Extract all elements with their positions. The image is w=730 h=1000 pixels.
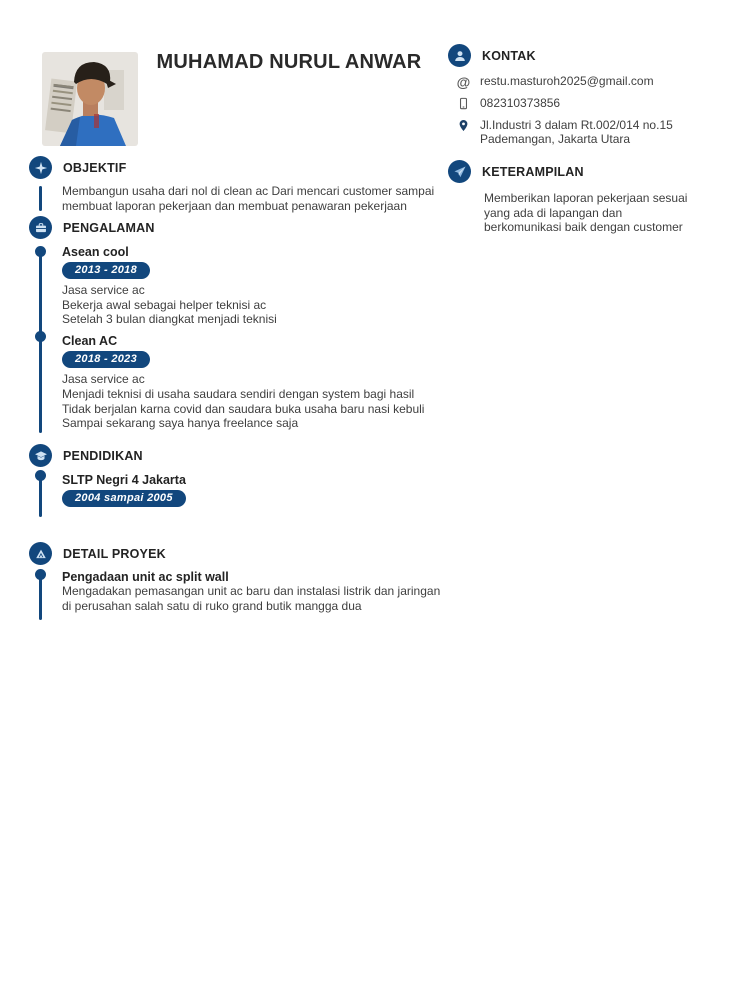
contact-email: restu.masturoh2025@gmail.com [480, 74, 654, 88]
contact-section [448, 44, 716, 147]
contact-phone-row [448, 96, 716, 111]
graduation-cap-icon [29, 444, 52, 467]
user-icon [448, 44, 471, 67]
timeline-dot [35, 470, 46, 481]
profile-photo-image [42, 52, 138, 146]
skills-heading: KETERAMPILAN [482, 164, 584, 179]
contact-email-row [448, 74, 716, 89]
education-section [29, 444, 441, 507]
experience-heading: PENGALAMAN [63, 220, 155, 235]
triangle-icon [29, 542, 52, 565]
projects-section [29, 542, 449, 613]
experience-item-description [62, 372, 441, 431]
experience-item-title: Asean cool [62, 245, 129, 259]
education-heading: PENDIDIKAN [63, 448, 143, 463]
compass-star-icon [29, 156, 52, 179]
mobile-phone-icon [456, 97, 471, 110]
experience-line: Menjadi teknisi di usaha saudara sendiri dengan system bagi hasil [62, 386, 415, 401]
skills-header [448, 160, 716, 183]
profile-photo [42, 52, 138, 146]
skills-section [448, 160, 716, 235]
timeline-dot [35, 246, 46, 257]
contact-header [448, 44, 716, 67]
timeline-dot [35, 569, 46, 580]
project-item-description [62, 584, 449, 613]
project-item [62, 570, 449, 613]
education-item-title: SLTP Negri 4 Jakarta [62, 473, 186, 487]
page-title: MUHAMAD NURUL ANWAR [156, 51, 422, 73]
projects-heading: DETAIL PROYEK [63, 546, 166, 561]
education-item [62, 473, 441, 507]
project-line: di perusahan salah satu di ruko grand butik mangga dua [62, 598, 362, 613]
experience-item [62, 245, 441, 327]
experience-period-badge: 2018 - 2023 [62, 351, 150, 368]
skills-text: Memberikan laporan pekerjaan sesuai yang ada di lapangan dan berkomunikasi baik dengan customer [484, 191, 688, 235]
experience-item [62, 334, 441, 431]
objective-text: Membangun usaha dari nol di clean ac Dari mencari customer sampai membuat laporan pekerjaan dan membuat penawaran pekerjaan [62, 184, 435, 213]
experience-period-badge: 2013 - 2018 [62, 262, 150, 279]
briefcase-icon [29, 216, 52, 239]
timeline-dot [35, 331, 46, 342]
contact-address [480, 118, 673, 147]
experience-item-description [62, 283, 441, 327]
experience-line: Tidak berjalan karna covid dan saudara buka usaha baru nasi kebuli [62, 401, 425, 416]
objective-section [29, 156, 441, 213]
objective-heading: OBJEKTIF [63, 160, 127, 175]
experience-item-title: Clean AC [62, 334, 118, 349]
contact-heading: KONTAK [482, 48, 536, 63]
project-line: Mengadakan pemasangan unit ac baru dan instalasi listrik dan jaringan [62, 584, 441, 598]
education-header [29, 444, 441, 467]
contact-address-row [448, 118, 716, 147]
experience-line: Jasa service ac [62, 372, 145, 387]
contact-address-line2: Pademangan, Jakarta Utara [480, 132, 631, 147]
at-sign-icon: @ [456, 74, 471, 90]
experience-section [29, 216, 441, 431]
contact-address-line1: Jl.Industri 3 dalam Rt.002/014 no.15 [480, 117, 673, 132]
location-pin-icon [456, 119, 471, 132]
objective-header [29, 156, 441, 179]
timeline-line [39, 186, 42, 211]
projects-header [29, 542, 449, 565]
education-period-badge: 2004 sampai 2005 [62, 490, 186, 507]
contact-phone: 082310373856 [480, 96, 561, 110]
experience-line: Jasa service ac [62, 283, 145, 297]
paper-plane-icon [448, 160, 471, 183]
experience-line: Setelah 3 bulan diangkat menjadi teknisi [62, 312, 277, 327]
experience-line: Bekerja awal sebagai helper teknisi ac [62, 297, 267, 312]
experience-line: Sampai sekarang saya hanya freelance saja [62, 416, 299, 431]
project-item-title: Pengadaan unit ac split wall [62, 570, 229, 584]
experience-header [29, 216, 441, 239]
